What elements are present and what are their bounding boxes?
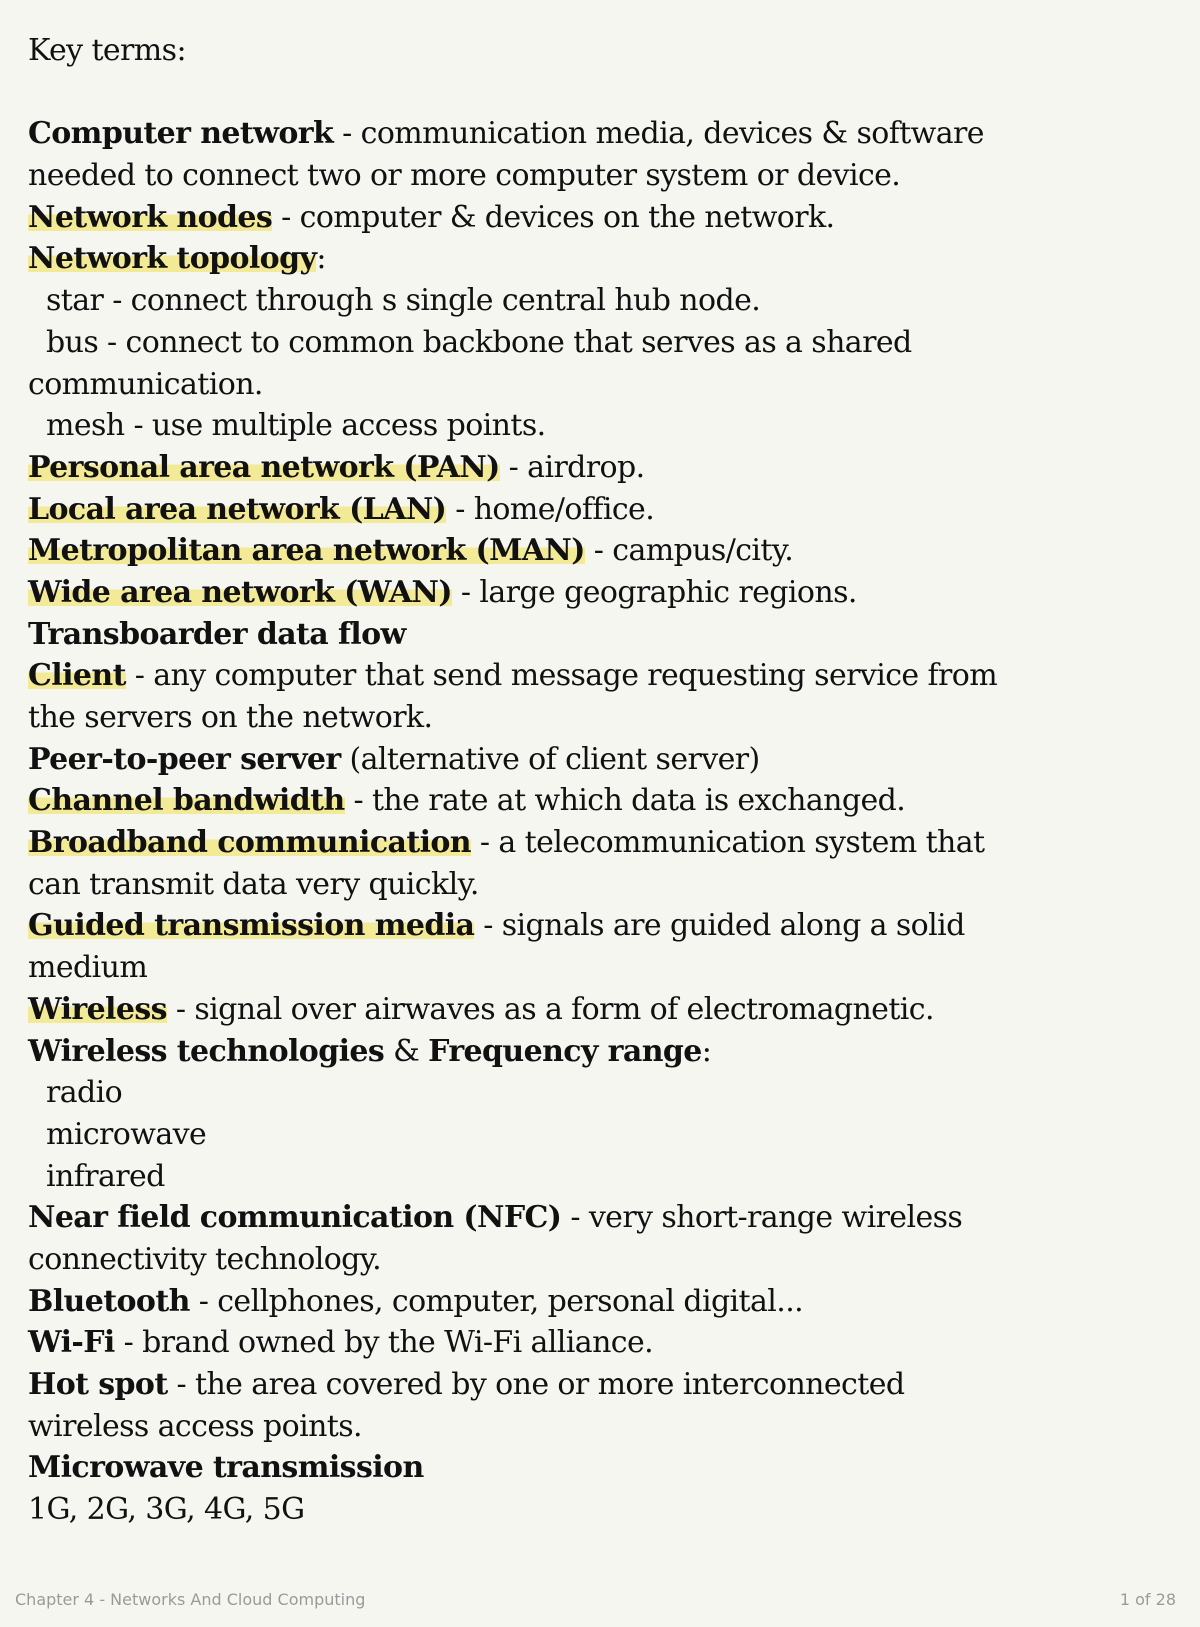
term-network-nodes: Network nodes <box>28 199 273 235</box>
term-computer-network: Computer network <box>28 116 334 152</box>
term-microwave-transmission: Microwave transmission <box>28 1450 424 1486</box>
term-guided-transmission-media: Guided transmission media <box>28 908 475 944</box>
term-channel-bandwidth: Channel bandwidth <box>28 783 345 819</box>
term-transboarder-data-flow: Transboarder data flow <box>28 616 406 652</box>
line-infrared: infrared <box>46 1158 165 1194</box>
line-network-topology <box>28 238 1178 280</box>
chapter-title: Chapter 4 - Networks And Cloud Computing <box>15 1590 366 1609</box>
line-network-nodes <box>28 197 1178 239</box>
line-radio: radio <box>46 1075 123 1111</box>
definition-text: - brand owned by the Wi-Fi alliance. <box>114 1325 654 1361</box>
line-hot-spot <box>28 1364 1178 1406</box>
line-mesh: mesh - use multiple access points. <box>46 408 546 444</box>
line-nfc <box>28 1197 1178 1239</box>
definition-text: - a telecommunication system that <box>471 825 985 861</box>
note-body <box>28 30 1178 1531</box>
line-continuation: communication. <box>28 366 263 402</box>
blank-line <box>28 72 1178 114</box>
line-peer-to-peer <box>28 739 1178 781</box>
definition-text: : <box>316 241 326 277</box>
connector-text: & <box>384 1033 429 1069</box>
page-indicator: 1 of 28 <box>1119 1590 1176 1609</box>
line-guided-media <box>28 905 1178 947</box>
line-wireless <box>28 989 1178 1031</box>
line-microwave: microwave <box>46 1116 207 1152</box>
line-channel-bandwidth <box>28 780 1178 822</box>
line-wifi <box>28 1322 1178 1364</box>
definition-text: - the area covered by one or more interconnected <box>167 1367 905 1402</box>
line-microwave-transmission <box>28 1447 1178 1489</box>
term-man: Metropolitan area network (MAN) <box>28 533 585 569</box>
line-wireless-technologies <box>28 1031 1178 1073</box>
term-pan: Personal area network (PAN) <box>28 449 500 485</box>
term-nfc: Near field communication (NFC) <box>28 1200 562 1236</box>
term-bluetooth: Bluetooth <box>28 1283 190 1319</box>
definition-text: - home/office. <box>446 491 655 527</box>
definition-text: - very short-range wireless <box>561 1200 963 1236</box>
term-lan: Local area network (LAN) <box>28 491 447 527</box>
definition-text: (alternative of client server) <box>340 741 760 777</box>
line-lan <box>28 489 1178 531</box>
line-computer-network <box>28 113 1178 155</box>
definition-text: - the rate at which data is exchanged. <box>344 783 906 819</box>
term-frequency-range: Frequency range <box>428 1033 702 1069</box>
line-man <box>28 530 1178 572</box>
line-continuation: needed to connect two or more computer system or device. <box>28 158 901 194</box>
line-broadband <box>28 822 1178 864</box>
definition-text: - communication media, devices & software <box>333 116 984 152</box>
definition-text: - large geographic regions. <box>451 574 857 610</box>
line-bluetooth <box>28 1281 1178 1323</box>
line-continuation: connectivity technology. <box>28 1241 382 1277</box>
line-transboarder <box>28 614 1178 656</box>
definition-text: - computer & devices on the network. <box>272 199 835 235</box>
line-wan <box>28 572 1178 614</box>
definition-text: - campus/city. <box>584 533 794 569</box>
term-hot-spot: Hot spot <box>28 1367 168 1402</box>
line-continuation: medium <box>28 950 148 986</box>
heading: Key terms: <box>28 33 186 68</box>
definition-text: : <box>701 1033 712 1069</box>
term-broadband-communication: Broadband communication <box>28 825 471 861</box>
line-continuation: wireless access points. <box>28 1408 362 1444</box>
term-wireless-technologies: Wireless technologies <box>28 1033 385 1069</box>
term-wan: Wide area network (WAN) <box>28 574 452 610</box>
line-client <box>28 655 1178 697</box>
term-client: Client <box>28 658 126 694</box>
term-network-topology: Network topology <box>28 241 317 277</box>
line-star: star - connect through s single central hub node. <box>46 283 761 319</box>
term-wifi: Wi-Fi <box>28 1325 115 1361</box>
definition-text: - signal over airwaves as a form of electromagnetic. <box>166 991 934 1027</box>
term-wireless: Wireless <box>28 991 167 1027</box>
line-bus: bus - connect to common backbone that serves as a shared <box>46 324 912 360</box>
line-continuation: the servers on the network. <box>28 700 433 735</box>
definition-text: - cellphones, computer, personal digital... <box>189 1283 804 1319</box>
definition-text: - any computer that send message requesting service from <box>125 658 998 694</box>
term-peer-to-peer-server: Peer-to-peer server <box>28 741 341 777</box>
definition-text: - signals are guided along a solid <box>474 908 965 944</box>
line-generations: 1G, 2G, 3G, 4G, 5G <box>28 1492 305 1528</box>
line-pan <box>28 447 1178 489</box>
definition-text: - airdrop. <box>499 449 645 485</box>
line-continuation: can transmit data very quickly. <box>28 866 479 902</box>
